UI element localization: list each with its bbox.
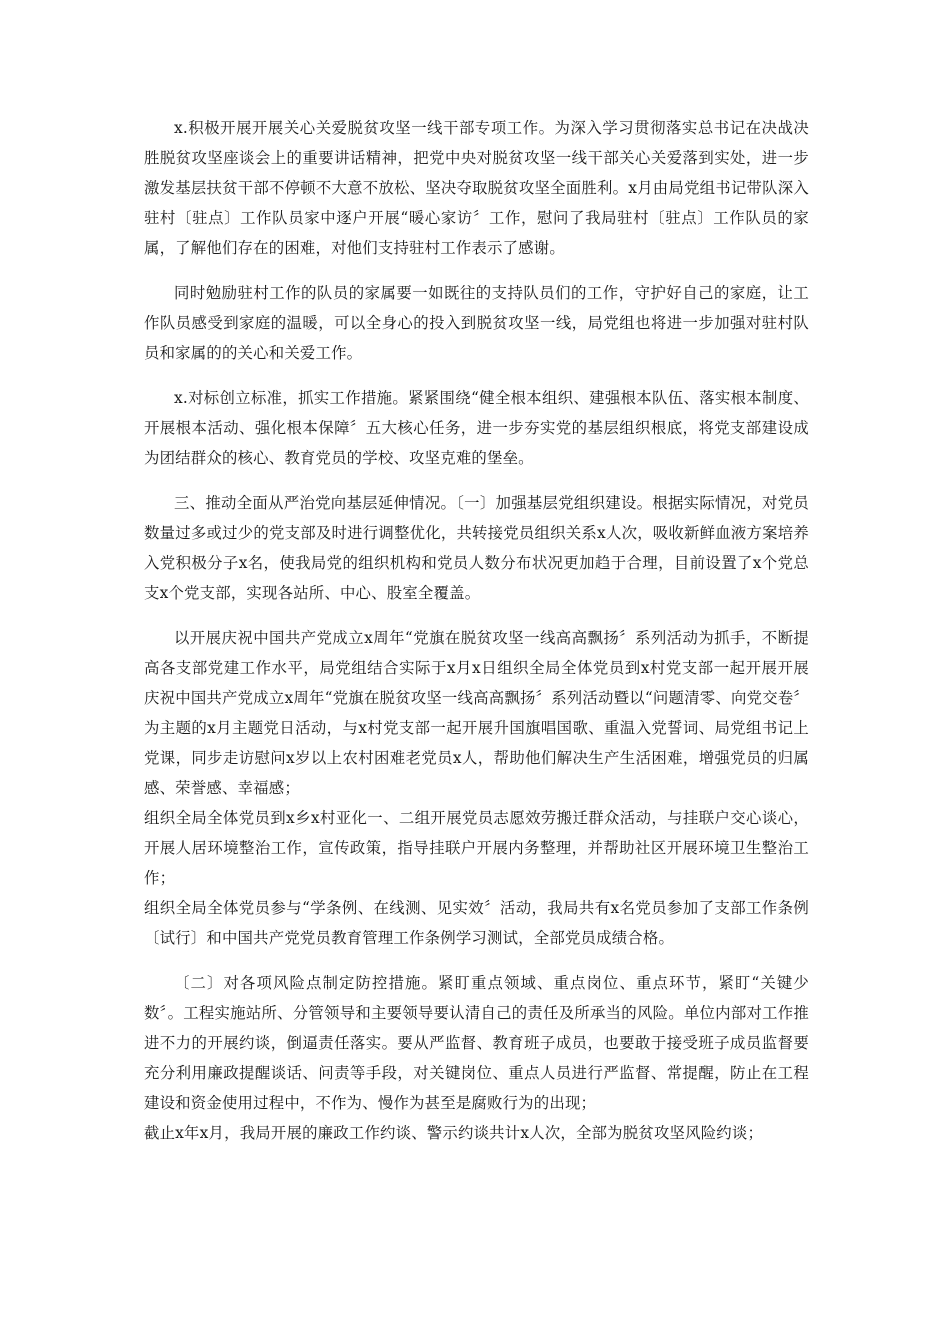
paragraph-family-encouragement: 同时勉励驻村工作的队员的家属要一如既往的支持队员们的工作，守护好自己的家庭，让工作队员感受到家庭的温暖，可以全身心的投入到脱贫攻坚一线，局党组也将进一步加强对驻村队员和家属的的关心和关爱工作。 xyxy=(144,284,809,362)
paragraph-standards-measures: x.对标创立标准，抓实工作措施。紧紧围绕“健全根本组织、建强根本队伍、落实根本制度、开展根本活动、强化根本保障〞五大核心任务，进一步夯实党的基层组织根底，将党支部建设成为团结群众的核心、教育党员的学校、攻坚克难的堡垒。 xyxy=(144,389,809,467)
paragraph-anniversary-activity: 以开展庆祝中国共产党成立x周年“党旗在脱贫攻坚一线高高飘扬〞系列活动为抓手，不断提高各支部党建工作水平，局党组结合实际于x月x日组织全局全体党员到x村党支部一起开展开展庆祝中国共产党成立x周年“党旗在脱贫攻坚一线高高飘扬〞系列活动暨以“问题清零、向党交卷〞为主题的x月主题党日活动，与x村党支部一起开展升国旗唱国歌、重温入党誓词、局党组书记上党课，同步走访慰问x岁以上农村困难老党员x人，帮助他们解决生产生活困难，增强党员的归属感、荣誉感、幸福感； xyxy=(144,629,809,797)
paragraph-integrity-talks: 截止x年x月，我局开展的廉政工作约谈、警示约谈共计x人次，全部为脱贫攻坚风险约谈； xyxy=(144,1124,764,1142)
paragraph-volunteer-activity: 组织全局全体党员到x乡x村亚化一、二组开展党员志愿效劳搬迁群众活动，与挂联户交心谈心，开展人居环境整治工作，宣传政策，指导挂联户开展内务整理，并帮助社区开展环境卫生整治工作； xyxy=(144,809,809,887)
document-page xyxy=(144,113,809,1148)
paragraph-risk-control: 〔二〕对各项风险点制定防控措施。紧盯重点领域、重点岗位、重点环节，紧盯“关键少数〞。工程实施站所、分管领导和主要领导要认清自己的责任及所承当的风险。单位内部对工作推进不力的开展约谈，倒逼责任落实。要从严监督、教育班子成员，也要敢于接受班子成员监督要充分利用廉政提醒谈话、问责等手段，对关键岗位、重点人员进行严监督、常提醒，防止在工程建设和资金使用过程中，不作为、慢作为甚至是腐败行为的出现； xyxy=(144,974,809,1112)
paragraph-regulation-test: 组织全局全体党员参与“学条例、在线测、见实效〞活动，我局共有x名党员参加了支部工作条例〔试行〕和中国共产党党员教育管理工作条例学习测试，全部党员成绩合格。 xyxy=(144,899,809,947)
paragraph-section-three: 三、推动全面从严治党向基层延伸情况。〔一〕加强基层党组织建设。根据实际情况，对党员数量过多或过少的党支部及时进行调整优化，共转接党员组织关系x人次，吸收新鲜血液方案培养入党积极分子x名，使我局党的组织机构和党员人数分布状况更加趋于合理，目前设置了x个党总支x个党支部，实现各站所、中心、股室全覆盖。 xyxy=(144,494,809,602)
paragraph-cadre-care: x.积极开展开展关心关爱脱贫攻坚一线干部专项工作。为深入学习贯彻落实总书记在决战决胜脱贫攻坚座谈会上的重要讲话精神，把党中央对脱贫攻坚一线干部关心关爱落到实处，进一步激发基层扶贫干部不停顿不大意不放松、坚决夺取脱贫攻坚全面胜利。x月由局党组书记带队深入驻村〔驻点〕工作队员家中逐户开展“暖心家访〞工作，慰问了我局驻村〔驻点〕工作队员的家属，了解他们存在的困难，对他们支持驻村工作表示了感谢。 xyxy=(144,119,809,257)
